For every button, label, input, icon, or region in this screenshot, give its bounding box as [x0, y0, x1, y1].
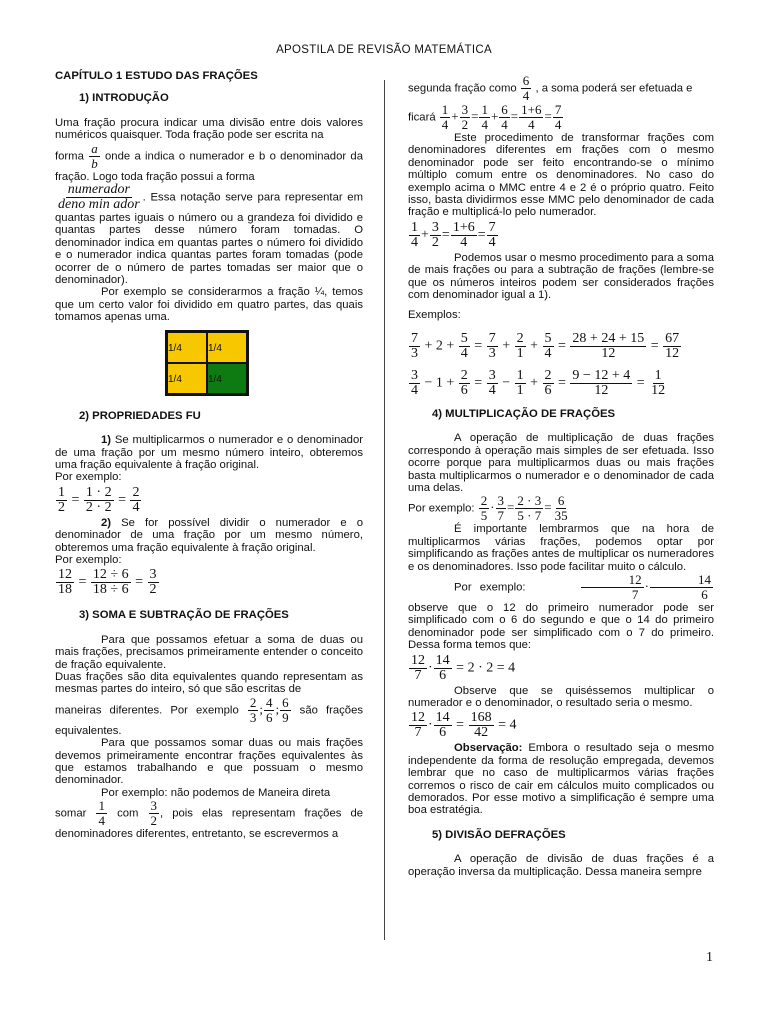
sum-paragraph-7: segunda fração como $\frac{6}{4}$ , a soma poderá ser efetuada e — [408, 73, 693, 103]
example-label-1: Por exemplo: — [55, 471, 122, 484]
mult-paragraph-1: A operação de multiplicação de duas frações correspondo à operação mais simples de ser efetuada. Isso ocorre porque para multiplicarmos duas ou mais frações basta multiplicarmos o numerador e o denominador de cada uma delas. — [408, 432, 714, 494]
equation-example-2: $\frac{3}{4}$ − 1 + $\frac{2}{6}$ = $\frac{3}{4}$ − $\frac{1}{1}$ + $\frac{2}{6}$ = $\frac{9 - 12 + 4}{12}$ = $\frac{1}{12}$ — [411, 367, 666, 398]
grid-cell: 1/4 — [167, 363, 207, 394]
intro-paragraph-1: Uma fração procura indicar uma divisão entre dois valores numéricos quaisquer. Toda fração pode ser escrita na — [55, 116, 363, 142]
example-label-2: Por exemplo: — [55, 553, 122, 566]
mmc-paragraph: Este procedimento de transformar frações com denominadores diferentes em frações com o mesmo denominador pode ser feito encontrando-se o mínimo múltiplo comum entre os denominadores. No caso do exemplo acima o MMC entre 4 e 2 é o próprio quatro. Feito isso, basta dividirmos esse MMC pelo denominador de cada fração e multiplicá-lo pelo numerador. — [408, 132, 714, 219]
grid-cell: 1/4 — [207, 332, 247, 363]
fraction-numerador-denominador: $\frac{\text{numerador}}{\text{deno min ador}}$ — [58, 182, 140, 213]
sum-paragraph-1: Para que possamos efetuar a soma de duas ou mais frações, precisamos primeiramente entender o conceito de fração equivalente. — [55, 633, 363, 671]
division-paragraph-1: A operação de divisão de duas frações é a operação inversa da multiplicação. Dessa maneira sempre — [408, 853, 714, 878]
page-number: 1 — [706, 950, 713, 965]
sum-paragraph-2: Duas frações são dita equivalentes quando representam as mesmas partes do inteiro, só que são escritas de — [55, 670, 363, 696]
property-1: 1) Se multiplicarmos o numerador e o denominador de uma fração por um mesmo número inteiro, obteremos uma fração equivalente à fração original. — [55, 434, 363, 471]
mult-paragraph-3: Por exemplo: $\frac{12}{7}$ · $\frac{14}{6}$ observe que o 12 do primeiro numerador pode ser simplificado com o 6 do segundo e que o 14 do primeiro denominador pode ser simplificado com o 7 do primeiro. Dessa forma temos que: — [408, 571, 714, 652]
fraction-a-b: $\frac{a}{b}$ — [91, 140, 98, 171]
intro-paragraph-4: Por exemplo se considerarmos a fração ¼, temos que um certo valor foi dividido em quatro partes, das quais tomamos apenas uma. — [55, 286, 363, 324]
equation-1: $\frac{1}{2}$ = $\frac{1 \cdot 2}{2 \cdot 2}$ = $\frac{2}{4}$ — [58, 484, 140, 515]
sum-result-line: ficará $\frac{1}{4}$ + $\frac{3}{2}$ = $\frac{1}{4}$ + $\frac{6}{4}$ = $\frac{1+6}{4}$ = $\frac{7}{4}$ — [408, 102, 562, 132]
mult-paragraph-4: Observe que se quiséssemos multiplicar o numerador e o denominador, o resultado seria o mesmo. — [408, 684, 714, 709]
equation-example-1: $\frac{7}{3}$ + 2 + $\frac{5}{4}$ = $\frac{7}{3}$ + $\frac{2}{1}$ + $\frac{5}{4}$ = $\frac{28 + 24 + 15}{12}$ = $\frac{67}{12}$ — [411, 330, 680, 361]
left-column — [55, 70, 363, 841]
examples-label: Exemplos: — [408, 309, 461, 322]
column-divider — [384, 80, 385, 940]
mult-example: Por exemplo: $\frac{2}{5}$ · $\frac{3}{7}$ = $\frac{2 \cdot 3}{5 \cdot 7}$ = $\frac{6}{35}$ — [408, 493, 568, 524]
sum-paragraph-6: somar $\frac{1}{4}$ com $\frac{3}{2}$ , pois elas representam frações de denominadores diferentes, entretanto, se escrevermos a — [55, 798, 364, 841]
observation-paragraph: Observação: Embora o resultado seja o mesmo independente da forma de resolução empregada, devemos lembrar que no caso de multiplicarmos várias frações corremos o risco de cair em cálculos muito complicados ou demorados. Por esse motivo a simplificação é sempre uma boa estratégia. — [408, 742, 714, 817]
section-5-title: 5) DIVISÃO DEFRAÇÕES — [432, 828, 566, 841]
equation-mmc: $\frac{1}{4}$ + $\frac{3}{2}$ = $\frac{1+6}{4}$ = $\frac{7}{4}$ — [411, 219, 496, 250]
document-header: APOSTILA DE REVISÃO MATEMÁTICA — [276, 44, 492, 56]
section-3-title: 3) SOMA E SUBTRAÇÃO DE FRAÇÕES — [79, 609, 289, 622]
sum-paragraph-3: maneiras diferentes. Por exemplo $\frac{2}{3}$ ; $\frac{4}{6}$ ; $\frac{6}{9}$ são frações equivalentes. — [55, 694, 364, 737]
right-column — [408, 74, 714, 878]
sum-paragraph-4: Para que possamos somar duas ou mais frações devemos primeiramente encontrar frações equivalentes às que estamos trabalhando e que possuam o mesmo denominador. — [55, 737, 363, 787]
section-2-title: 2) PROPRIEDADES FU — [79, 409, 201, 422]
grid-cell: 1/4 — [167, 332, 207, 363]
quarter-grid — [165, 330, 249, 396]
intro-paragraph-3: $\frac{\text{numerador}}{\text{deno min ador}}$ . Essa notação serve para representar em quantas partes iguais o número ou a grandeza foi dividido e quantas partes desse número foram tomadas. O denominador indica em quantas partes o número foi dividido e o numerador indica quantas partes foram tomadas (pode ocorrer de o número de partes tomadas ser maior que o denominador). — [55, 182, 363, 287]
sum-paragraph-9: Podemos usar o mesmo procedimento para a soma de mais frações ou para a subtração de frações (lembre-se que os números inteiros podem ser considerados frações com denominador igual a 1). — [408, 251, 714, 302]
equation-simplified: $\frac{12}{7}$ · $\frac{14}{6}$ = 2 · 2 = 4 — [411, 652, 516, 683]
property-2: 2) Se for possível dividir o numerador e o denominador de uma fração por um mesmo número, obteremos uma fração equivalente à fração original. — [55, 516, 363, 554]
chapter-title: CAPÍTULO 1 ESTUDO DAS FRAÇÕES — [55, 70, 258, 82]
equation-2: $\frac{12}{18}$ = $\frac{12 \div 6}{18 \div 6}$ = $\frac{3}{2}$ — [58, 567, 157, 598]
sum-paragraph-5: Por exemplo: não podemos de Maneira direta — [101, 786, 331, 799]
grid-cell-shaded: 1/4 — [207, 363, 247, 394]
equation-full-product: $\frac{12}{7}$ · $\frac{14}{6}$ = $\frac{168}{42}$ = 4 — [411, 710, 517, 741]
intro-paragraph-2: forma $\frac{a}{b}$ onde a indica o numerador e b o denominador da fração. Logo toda fração possui a forma — [55, 140, 364, 183]
mult-paragraph-2: É importante lembrarmos que na hora de multiplicarmos várias frações, podemos optar por simplificando as frações antes de multiplicar os numeradores e os denominadores. Isso pode facilitar muito o cálculo. — [408, 523, 714, 573]
section-4-title: 4) MULTIPLICAÇÃO DE FRAÇÕES — [432, 407, 616, 420]
section-1-title: 1) INTRODUÇÃO — [79, 92, 169, 105]
